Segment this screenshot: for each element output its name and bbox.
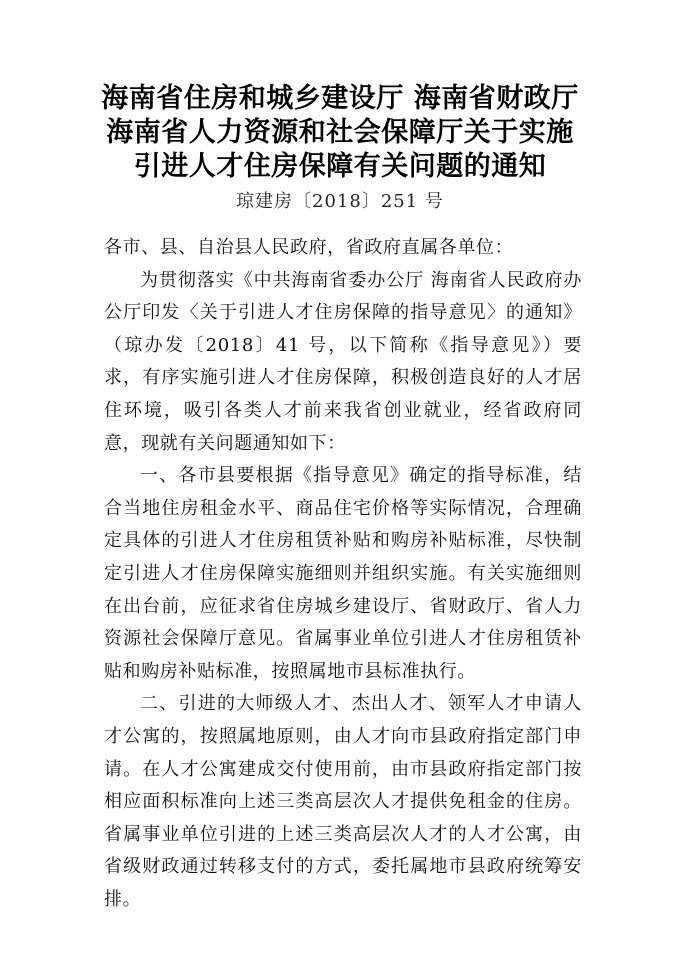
salutation: 各市、县、自治县人民政府，省政府直属各单位： xyxy=(104,237,514,258)
title-line-2: 海南省人力资源和社会保障厅关于实施 xyxy=(106,117,574,148)
paragraph-item-2: 二、引进的大师级人才、杰出人才、领军人才申请人才公寓的，按照属地原则，由人才向市县政府指定部门申请。在人才公寓建成交付使用前，由市县政府指定部门按相应面积标准向上述三类高层次人才提供免租金的住房。省属事业单位引进的上述三类高层次人才的人才公寓，由省级财政通过转移支付的方式，委托属地市县政府统筹安排。 xyxy=(104,693,582,910)
document-number: 琼建房〔2018〕251 号 xyxy=(236,191,444,212)
paragraph-intro: 为贯彻落实《中共海南省委办公厅 海南省人民政府办公厅印发〈关于引进人才住房保障的指导意见〉的通知》（琼办发〔2018〕41 号，以下简称《指导意见》）要求，有序实施引进人才住房保障，积极创造良好的人才居住环境，吸引各类人才前来我省创业就业，经省政府同意，现就有关问题通知如下： xyxy=(104,269,582,454)
paragraph-item-1: 一、各市县要根据《指导意见》确定的指导标准，结合当地住房租金水平、商品住宅价格等实际情况，合理确定具体的引进人才住房租赁补贴和购房补贴标准，尽快制定引进人才住房保障实施细则并组织实施。有关实施细则在出台前，应征求省住房城乡建设厅、省财政厅、省人力资源社会保障厅意见。省属事业单位引进人才住房租赁补贴和购房补贴标准，按照属地市县标准执行。 xyxy=(104,465,582,682)
document-body xyxy=(104,232,582,916)
title-line-3: 引进人才住房保障有关问题的通知 xyxy=(133,151,547,182)
title-line-1: 海南省住房和城乡建设厅 海南省财政厅 xyxy=(101,83,579,114)
document-header xyxy=(0,82,680,214)
